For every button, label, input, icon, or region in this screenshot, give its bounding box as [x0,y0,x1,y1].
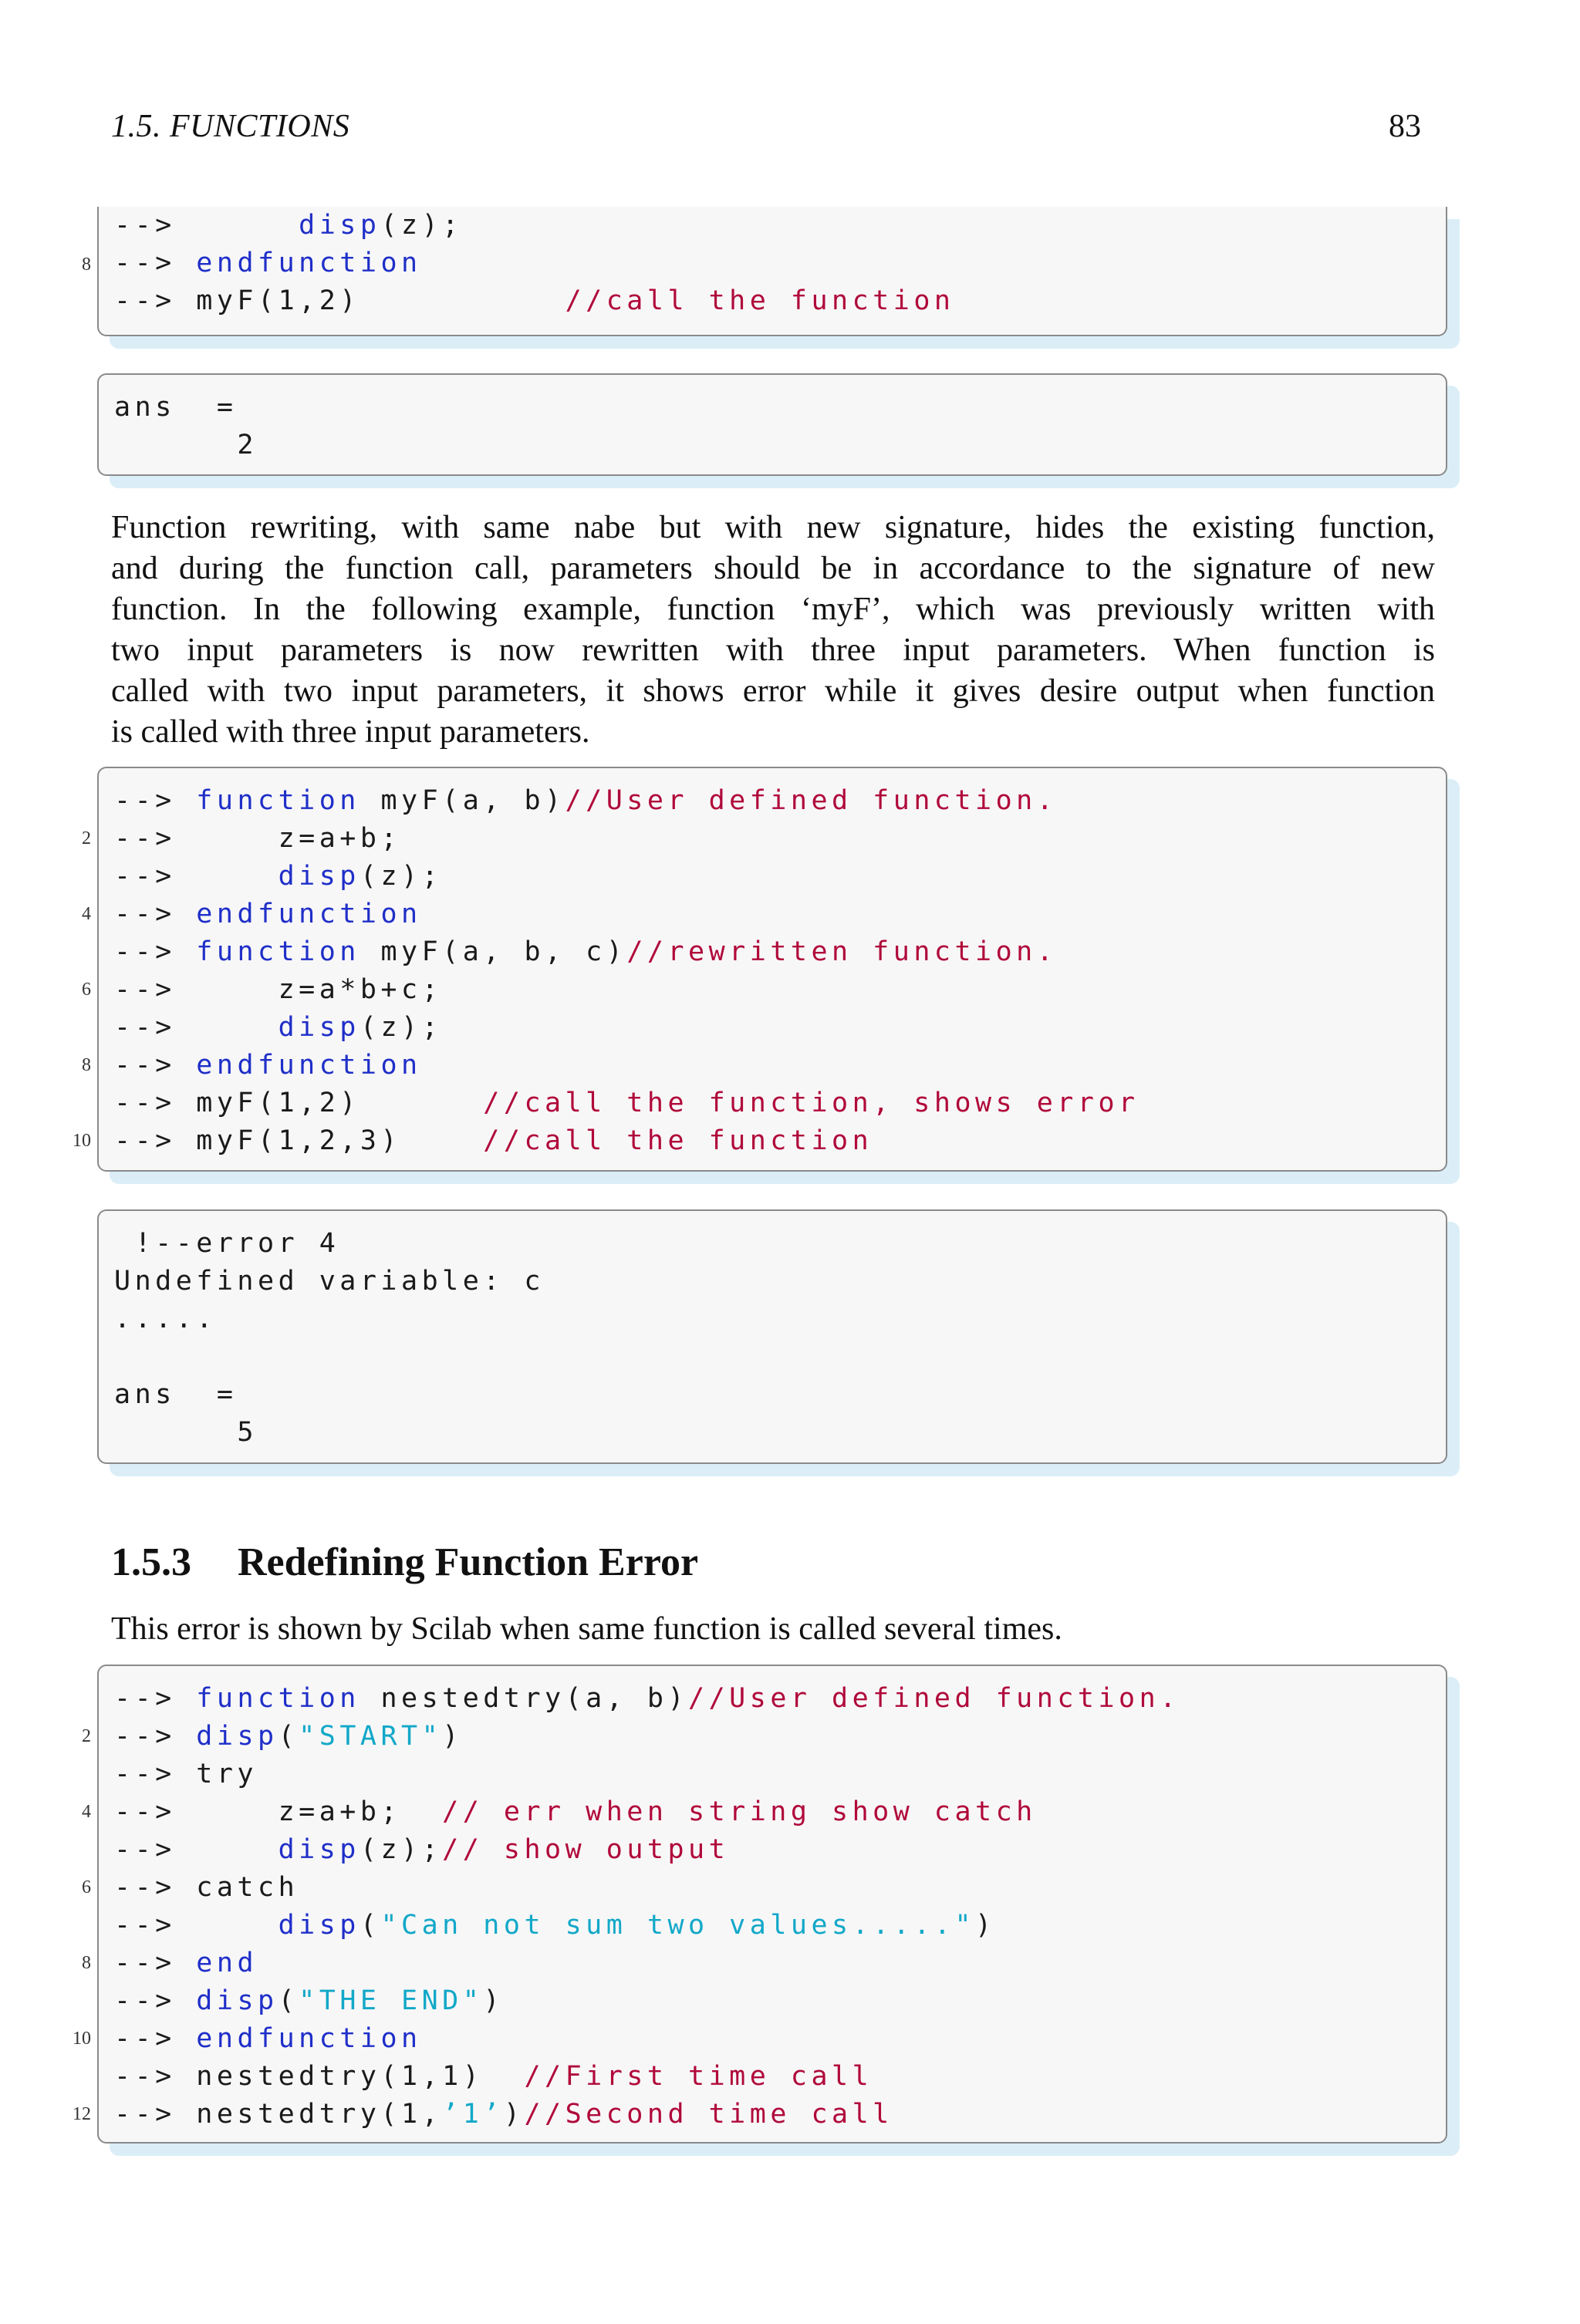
code-token: ) [483,1985,504,2016]
line-number: 2 [82,1726,91,1746]
code-token: --> [114,1948,197,1978]
code-token: --> z=a+b; [114,1796,443,1827]
code-token: --> z=a*b+c; [114,974,443,1005]
code-line [114,933,1057,970]
code-token: (z); [360,1012,443,1043]
page-number: 83 [1389,109,1421,144]
code-token: --> [114,1721,197,1752]
line-number: 10 [73,2029,91,2049]
output-line: Undefined variable: c [114,1266,545,1297]
line-number: 4 [82,1802,91,1822]
running-header-section: 1.5. FUNCTIONS [111,109,350,144]
code-token: disp [278,1910,360,1941]
code-token: ) [975,1910,996,1941]
code-line [114,896,422,933]
code-token: --> myF(1,2) [114,1088,484,1118]
code-token: --> myF(1,2,3) [114,1125,484,1156]
paragraph-2-text: This error is shown by Scilab when same function is called several times. [111,1611,1062,1647]
code-token: endfunction [196,2023,422,2054]
section-number: 1.5.3 [111,1540,191,1584]
code-line [114,1793,1037,1830]
code-line [114,1831,729,1868]
code-token: --> catch [114,1872,299,1903]
body-paragraph-1 [111,508,1435,753]
code-token: endfunction [196,1050,422,1081]
code-line [114,858,442,895]
output-line: ans = [114,392,238,423]
code-token: function [196,1683,360,1714]
code-token: ) [503,2099,525,2130]
code-token: --> [114,861,279,892]
code-token: --> [114,1012,279,1043]
code-line [114,1680,1180,1717]
code-line [114,1009,442,1046]
code-token: --> [114,248,197,278]
code-token: (z); [380,210,463,241]
output-line: 5 [114,1417,258,1448]
section-title-text: Redefining Function Error [238,1540,699,1584]
line-number: 10 [73,1131,91,1151]
code-line [114,245,422,282]
paragraph-line: called with two input parameters, it shows error while it gives desire output when function [111,673,1435,709]
code-token: disp [196,1721,279,1752]
code-token: //Second time call [524,2099,893,2130]
code-token: // err when string show catch [442,1796,1037,1827]
code-line [114,820,401,857]
section-heading [111,1540,698,1585]
code-token: //call the function [565,285,955,316]
code-token: //call the function [483,1125,873,1156]
code-token: endfunction [196,248,422,278]
code-block-nestedtry [97,1665,1447,2144]
code-token: //call the function, shows error [483,1088,1139,1118]
code-token: --> nestedtry(1, [114,2099,443,2130]
code-token: --> [114,1834,279,1865]
code-line [114,1945,258,1982]
code-token: disp [299,210,381,241]
code-token: ( [278,1985,299,2016]
code-token: ( [360,1910,381,1941]
code-token: --> [114,936,197,967]
code-line [114,1907,996,1944]
code-line [114,282,954,319]
code-token: --> nestedtry(1,1) [114,2061,525,2092]
code-block-rewrite [97,767,1447,1172]
code-token: //User defined function. [565,785,1058,816]
code-token: --> [114,2023,197,2054]
code-token: ( [278,1721,299,1752]
line-number: 8 [82,255,91,275]
code-line [114,2058,873,2095]
code-token: --> [114,1683,197,1714]
line-number: 12 [73,2104,91,2124]
code-token: "Can not sum two values....." [380,1910,976,1941]
code-token: myF(a, b) [360,785,565,816]
code-line [114,207,463,244]
paragraph-line: function. In the following example, function ‘myF’, which was previously written with [111,592,1435,627]
code-token: nestedtry(a, b) [360,1683,689,1714]
line-number: 2 [82,828,91,848]
code-token: (z); [360,861,443,892]
code-token: ’1’ [442,2099,504,2130]
code-line [114,2096,893,2133]
code-line [114,1756,258,1793]
line-number: 6 [82,980,91,1000]
code-line [114,2020,422,2057]
code-token: end [196,1948,258,1978]
code-line [114,1718,463,1755]
output-block-1 [97,373,1447,476]
code-token: endfunction [196,899,422,929]
code-token: //rewritten function. [626,936,1058,967]
paragraph-line: two input parameters is now rewritten with three input parameters. When function is [111,632,1435,668]
paragraph-line: and during the function call, parameters should be in accordance to the signature of new [111,551,1435,586]
code-line [114,1084,1139,1122]
code-line [114,1122,873,1159]
code-token: --> [114,785,197,816]
body-paragraph-2 [111,1609,1435,1650]
code-token: "THE END" [299,1985,484,2016]
code-token: --> [114,1910,279,1941]
code-token: function [196,785,360,816]
code-token: disp [196,1985,279,2016]
code-token: --> z=a+b; [114,823,402,854]
code-line [114,782,1057,819]
code-block-continued [97,207,1447,336]
line-number: 4 [82,904,91,924]
code-line [114,1869,299,1906]
output-block-2 [97,1209,1447,1464]
code-token: (z); [360,1834,443,1865]
code-token: --> try [114,1759,258,1789]
code-token: --> [114,1050,197,1081]
code-token: --> [114,1985,197,2016]
output-line: !--error 4 [114,1228,340,1259]
output-line: ..... [114,1304,217,1334]
line-number: 6 [82,1877,91,1897]
paragraph-line: Function rewriting, with same nabe but with new signature, hides the existing function, [111,510,1435,545]
code-token: --> [114,899,197,929]
code-token: --> [114,210,299,241]
code-token: disp [278,1834,360,1865]
line-number: 8 [82,1055,91,1075]
line-number: 8 [82,1953,91,1973]
output-line: 2 [114,430,258,460]
code-line [114,1047,422,1084]
code-token: //User defined function. [688,1683,1180,1714]
code-token: ) [442,1721,463,1752]
code-token: myF(a, b, c) [360,936,627,967]
code-token: //First time call [524,2061,873,2092]
code-token: disp [278,1012,360,1043]
code-token: disp [278,861,360,892]
code-token: function [196,936,360,967]
code-token: // show output [442,1834,730,1865]
code-token: --> myF(1,2) [114,285,565,316]
code-token: "START" [299,1721,443,1752]
paragraph-line: is called with three input parameters. [111,714,590,750]
output-line: ans = [114,1379,238,1410]
code-line [114,971,442,1008]
code-line [114,1982,504,2019]
